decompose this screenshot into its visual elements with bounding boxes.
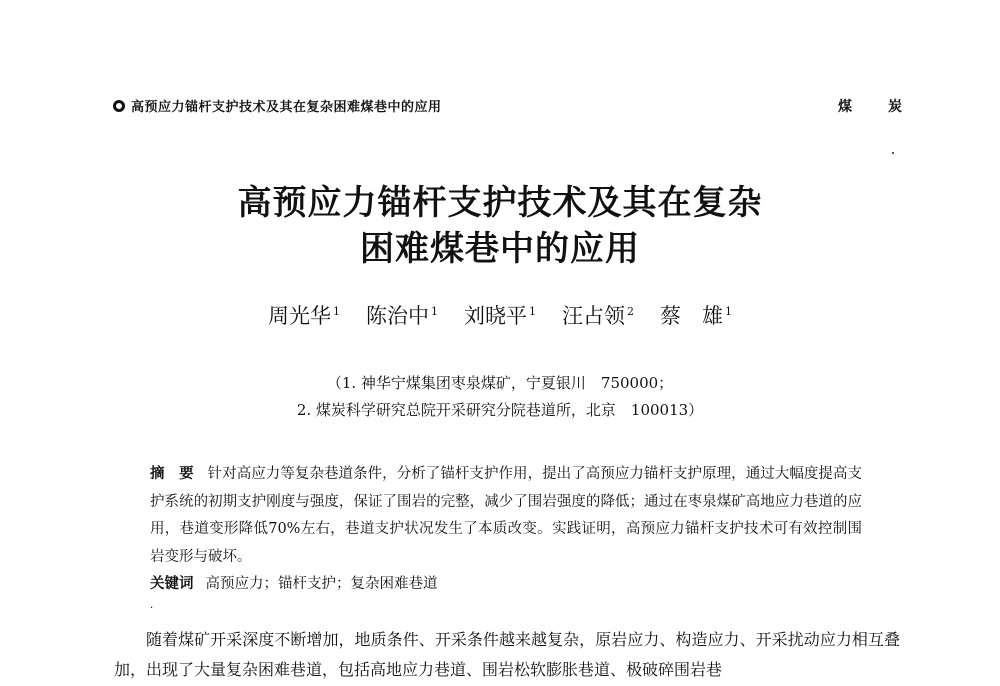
abstract bbox=[150, 461, 862, 571]
bullet-icon bbox=[113, 100, 125, 112]
journal-char-1: 煤 bbox=[838, 99, 852, 115]
author: 陈治中 $^1$ bbox=[366, 304, 438, 328]
title-line-1: 高预应力锚杆支护技术及其在复杂 bbox=[237, 183, 763, 223]
affiliations bbox=[0, 370, 1000, 424]
title-line-2: 困难煤巷中的应用 bbox=[360, 229, 640, 269]
journal-name bbox=[838, 96, 902, 116]
scan-dot: · bbox=[150, 603, 154, 614]
keywords-label: 关键词 bbox=[150, 576, 194, 592]
scan-speck bbox=[892, 152, 894, 154]
running-title: 高预应力锚杆支护技术及其在复杂困难煤巷中的应用 bbox=[131, 100, 442, 115]
author-list bbox=[0, 300, 1000, 330]
affiliation-2: 2. 煤炭科学研究总院开采研究分院巷道所，北京 100013） bbox=[296, 401, 704, 419]
abstract-block bbox=[150, 461, 862, 599]
journal-char-2: 炭 bbox=[888, 99, 902, 115]
abstract-label: 摘 要 bbox=[150, 466, 194, 482]
abstract-text: 针对高应力等复杂巷道条件，分析了锚杆支护作用，提出了高预应力锚杆支护原理，通过大幅度提高支护系统的初期支护刚度与强度，保证了围岩的完整，减少了围岩强度的降低；通过在枣泉煤矿高地应力巷道的应用，巷道变形降低70%左右，巷道支护状况发生了本质改变。实践证明，高预应力锚杆支护技术可有效控制围岩变形与破坏。 bbox=[150, 466, 863, 565]
running-header bbox=[113, 96, 442, 115]
affiliation-1: （1. 神华宁煤集团枣泉煤矿，宁夏银川 750000； bbox=[326, 374, 674, 392]
author: 蔡 雄 $^1$ bbox=[660, 304, 732, 328]
body-paragraph: 随着煤矿开采深度不断增加，地质条件、开采条件越来越复杂，原岩应力、构造应力、开采扰动应力相互叠加，出现了大量复杂困难巷道，包括高地应力巷道、围岩松软膨胀巷道、极破碎围岩巷 bbox=[114, 632, 900, 679]
author: 周光华 $^1$ bbox=[268, 304, 340, 328]
paper-title bbox=[0, 180, 1000, 272]
author: 汪占领 $^2$ bbox=[562, 304, 634, 328]
keywords-text: 高预应力；锚杆支护；复杂困难巷道 bbox=[205, 576, 438, 592]
author: 刘晓平 $^1$ bbox=[464, 304, 536, 328]
keywords bbox=[150, 571, 862, 599]
